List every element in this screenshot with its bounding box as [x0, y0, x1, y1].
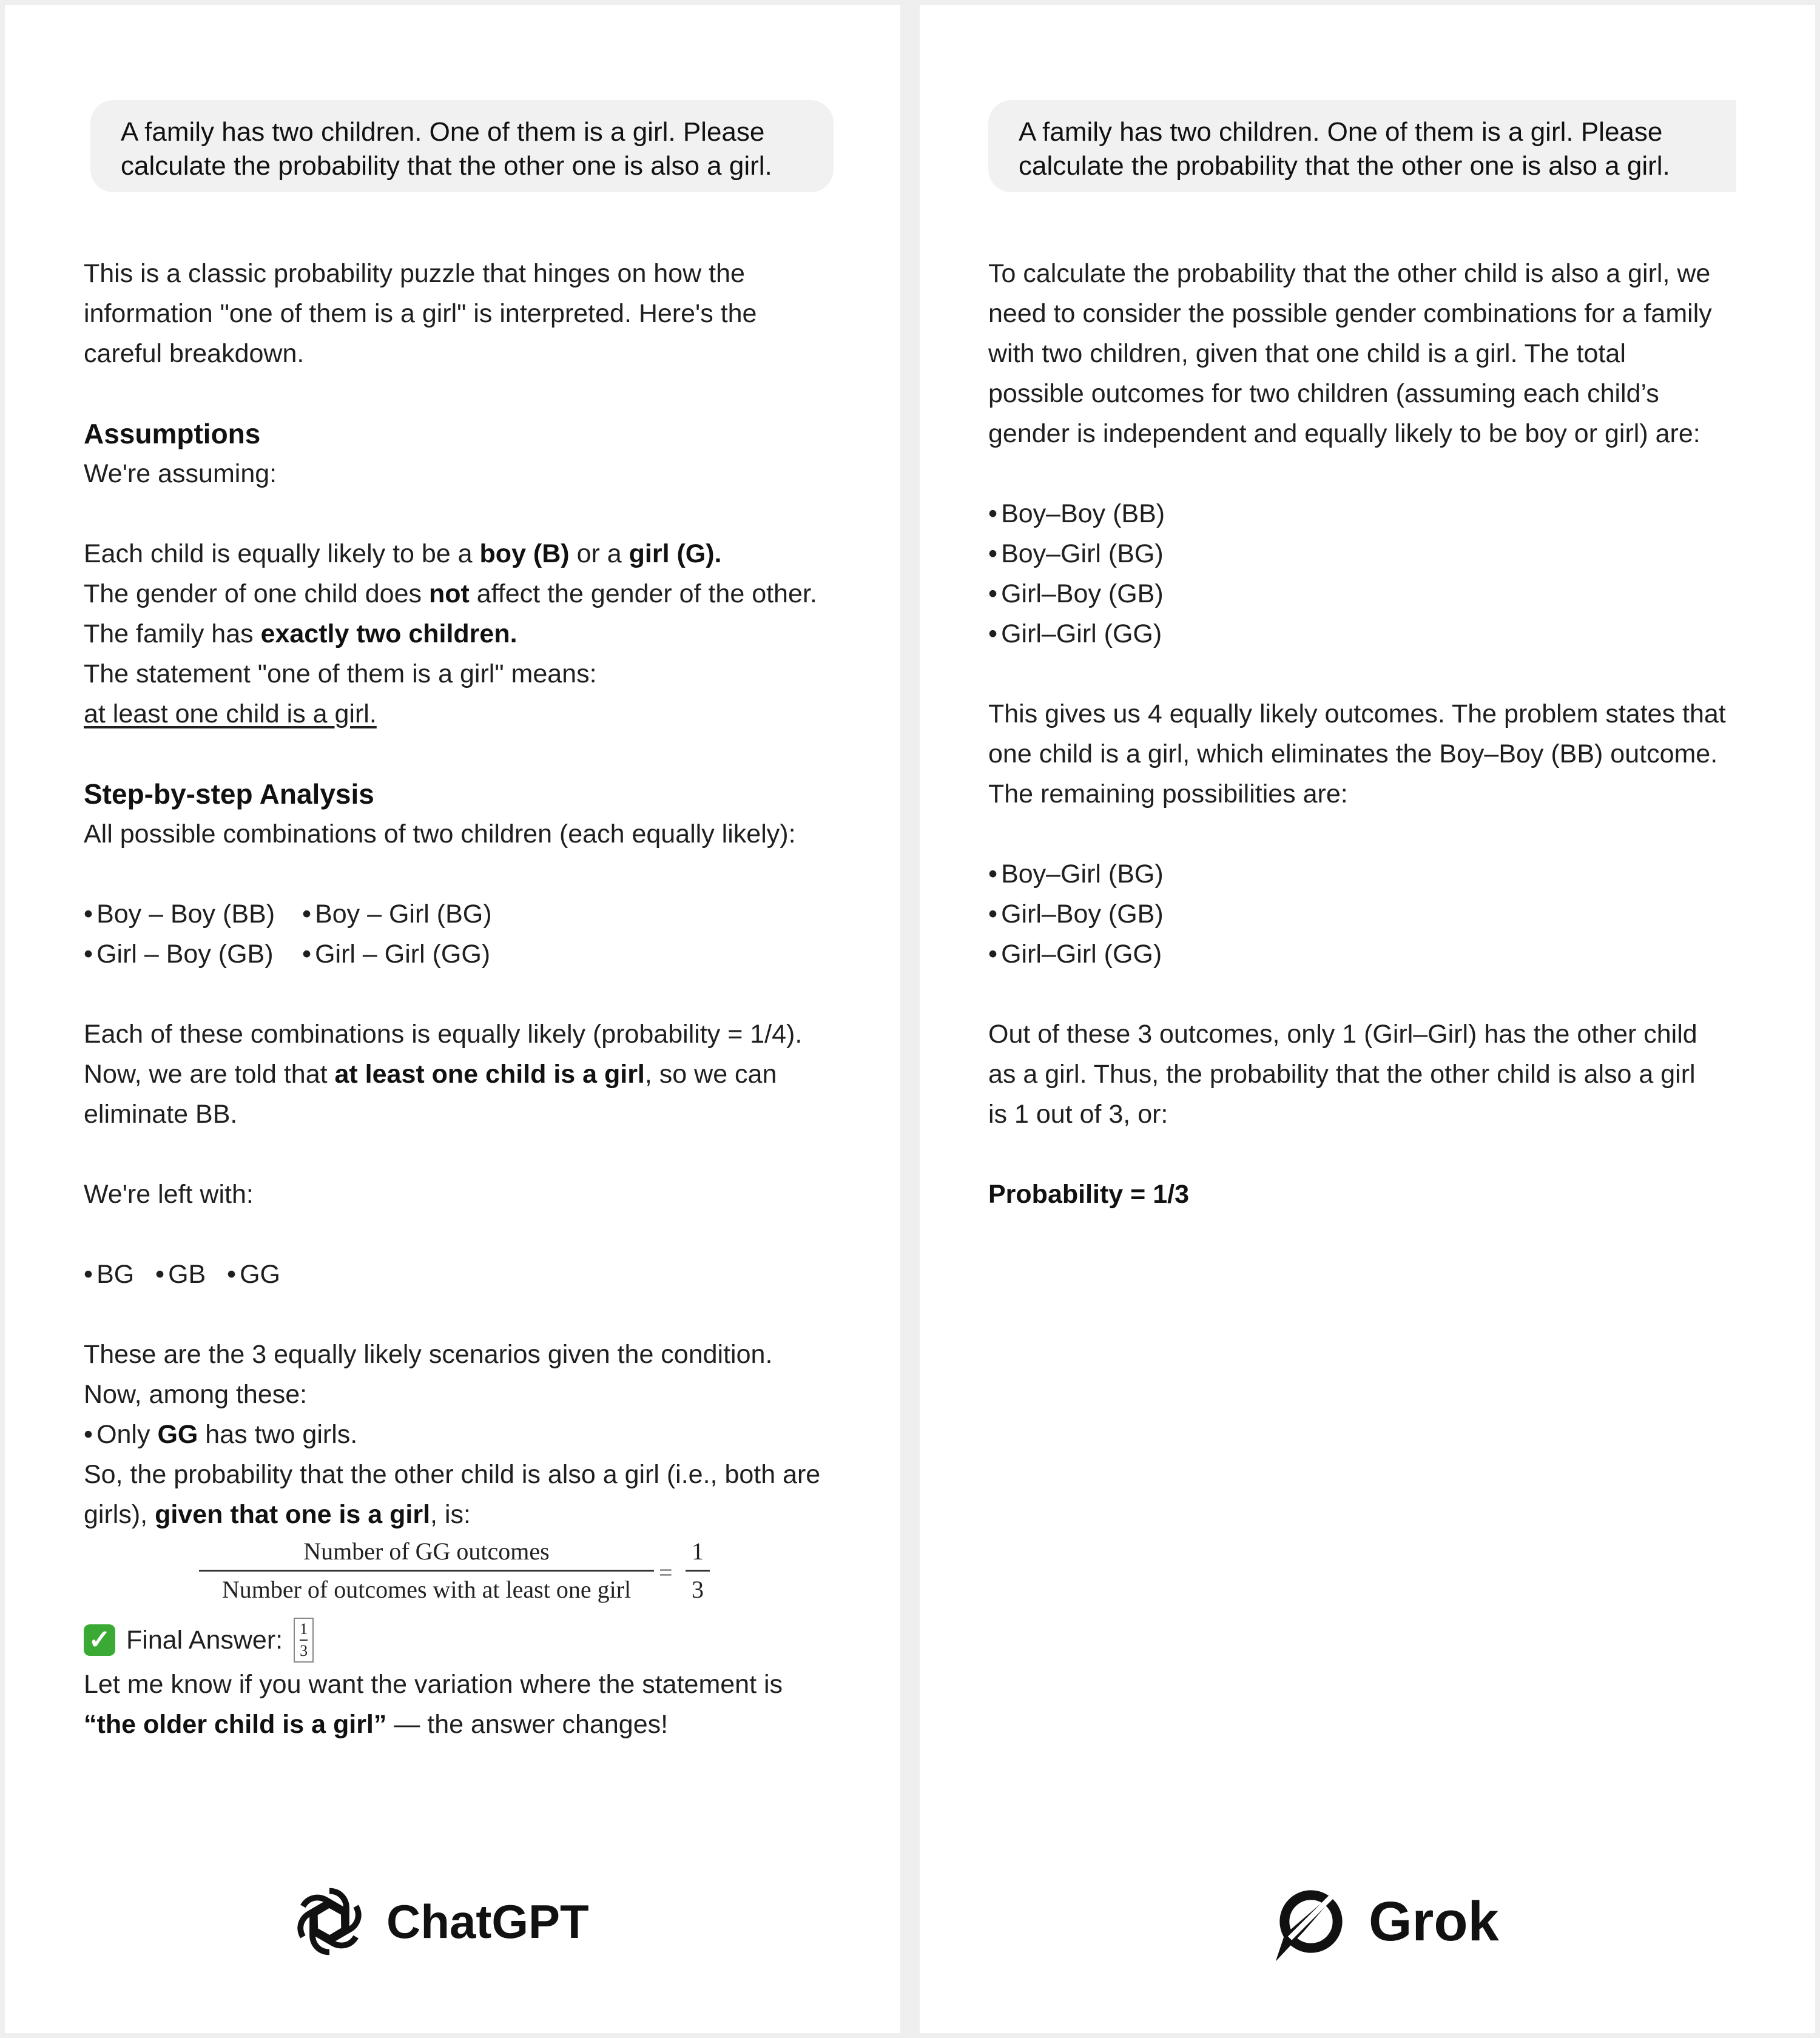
list-item: • Boy–Girl (BG): [988, 859, 1164, 889]
intro-line: information "one of them is a girl" is interpreted. Here's the: [84, 299, 757, 328]
body-line: eliminate BB.: [84, 1100, 238, 1129]
body-line: as a girl. Thus, the probability that the other child is also a girl: [988, 1060, 1696, 1089]
list-item: • Girl–Girl (GG): [988, 619, 1162, 648]
chatgpt-response: [84, 254, 872, 1744]
body-line: “the older child is a girl” — the answer changes!: [84, 1710, 669, 1739]
body-line: We're left with:: [84, 1180, 254, 1209]
assumption-line: The family has exactly two children.: [84, 619, 517, 648]
list-item: • Boy – Boy (BB): [84, 900, 275, 929]
grok-brand: [1266, 1873, 1499, 1970]
body-line: These are the 3 equally likely scenarios given the condition.: [84, 1340, 773, 1369]
body-line: need to consider the possible gender combinations for a family: [988, 299, 1712, 328]
remaining-row: [84, 1254, 872, 1294]
body-line: Now, we are told that at least one child is a girl, so we can: [84, 1060, 777, 1089]
list-item: • Girl – Girl (GG): [302, 940, 491, 969]
brand-name: ChatGPT: [386, 1894, 589, 1948]
check-mark-icon: ✓: [84, 1624, 115, 1656]
combos-row: [84, 934, 872, 974]
chatgpt-brand: [287, 1873, 589, 1970]
grok-response: [988, 254, 1777, 1214]
grok-logo-icon: [1266, 1873, 1357, 1970]
body-line: Let me know if you want the variation where the statement is: [84, 1670, 783, 1699]
body-line: This gives us 4 equally likely outcomes. The problem states that: [988, 699, 1726, 728]
brand-name: Grok: [1369, 1890, 1499, 1952]
body-line: Now, among these:: [84, 1380, 308, 1409]
body-line: To calculate the probability that the other child is also a girl, we: [988, 259, 1711, 288]
final-answer: [84, 1616, 872, 1664]
intro-line: careful breakdown.: [84, 339, 305, 368]
body-line: So, the probability that the other child is also a girl (i.e., both are: [84, 1460, 821, 1489]
final-answer-box: 1 3: [294, 1618, 314, 1663]
body-line: gender is independent and equally likely to be boy or girl) are:: [988, 419, 1700, 448]
combos-row: [84, 894, 872, 934]
user-prompt-bubble: [988, 100, 1736, 192]
prompt-line: calculate the probability that the other one is also a girl.: [1019, 151, 1670, 181]
assumptions-heading: Assumptions: [84, 418, 261, 449]
formula-numerator: Number of GG outcomes: [303, 1538, 550, 1565]
assumption-line: Each child is equally likely to be a boy (B) or a girl (G).: [84, 539, 722, 568]
body-line: is 1 out of 3, or:: [988, 1100, 1168, 1129]
formula-denominator: Number of outcomes with at least one girl: [221, 1576, 632, 1603]
formula-result-num: 1: [692, 1538, 704, 1565]
intro-line: This is a classic probability puzzle that hinges on how the: [84, 259, 745, 288]
list-item: • Boy–Boy (BB): [988, 499, 1165, 528]
final-answer-label: Final Answer:: [126, 1626, 283, 1655]
grok-panel: [920, 5, 1815, 2033]
body-line: with two children, given that one child is a girl. The total: [988, 339, 1626, 368]
list-item: • BG: [84, 1260, 135, 1289]
body-line: Out of these 3 outcomes, only 1 (Girl–Girl) has the other child: [988, 1020, 1697, 1049]
assumption-line: The statement "one of them is a girl" means:: [84, 659, 597, 688]
final-probability: Probability = 1/3: [988, 1180, 1189, 1209]
prompt-line: calculate the probability that the other one is also a girl.: [121, 151, 772, 181]
body-line: possible outcomes for two children (assuming each child’s: [988, 379, 1659, 408]
list-item: • GG: [227, 1260, 280, 1289]
formula-equals: =: [659, 1559, 673, 1586]
probability-formula: [84, 1535, 872, 1616]
body-line: The remaining possibilities are:: [988, 779, 1348, 809]
user-prompt-bubble: [90, 100, 834, 192]
assumption-line: at least one child is a girl.: [84, 699, 377, 728]
formula-result-den: 3: [692, 1576, 704, 1603]
prompt-line: A family has two children. One of them is a girl. Please: [1019, 117, 1663, 147]
list-item: • Boy–Girl (BG): [988, 539, 1164, 568]
assuming-text: We're assuming:: [84, 459, 277, 488]
all-combos-text: All possible combinations of two children (each equally likely):: [84, 819, 796, 849]
list-item: • Girl – Boy (GB): [84, 940, 274, 969]
body-line: Each of these combinations is equally likely (probability = 1/4).: [84, 1020, 803, 1049]
body-line: girls), given that one is a girl, is:: [84, 1500, 471, 1529]
list-item: • GB: [155, 1260, 206, 1289]
assumption-line: The gender of one child does not affect the gender of the other.: [84, 579, 817, 608]
step-heading: Step-by-step Analysis: [84, 778, 374, 810]
list-item: • Girl–Girl (GG): [988, 940, 1162, 969]
list-item: • Boy – Girl (BG): [302, 900, 492, 929]
list-item: • Only GG has two girls.: [84, 1420, 358, 1449]
chatgpt-panel: [5, 5, 900, 2033]
prompt-line: A family has two children. One of them is a girl. Please: [121, 117, 765, 147]
list-item: • Girl–Boy (GB): [988, 579, 1164, 608]
body-line: one child is a girl, which eliminates the Boy–Boy (BB) outcome.: [988, 739, 1718, 768]
list-item: • Girl–Boy (GB): [988, 900, 1164, 929]
chatgpt-logo-icon: [287, 1879, 372, 1964]
